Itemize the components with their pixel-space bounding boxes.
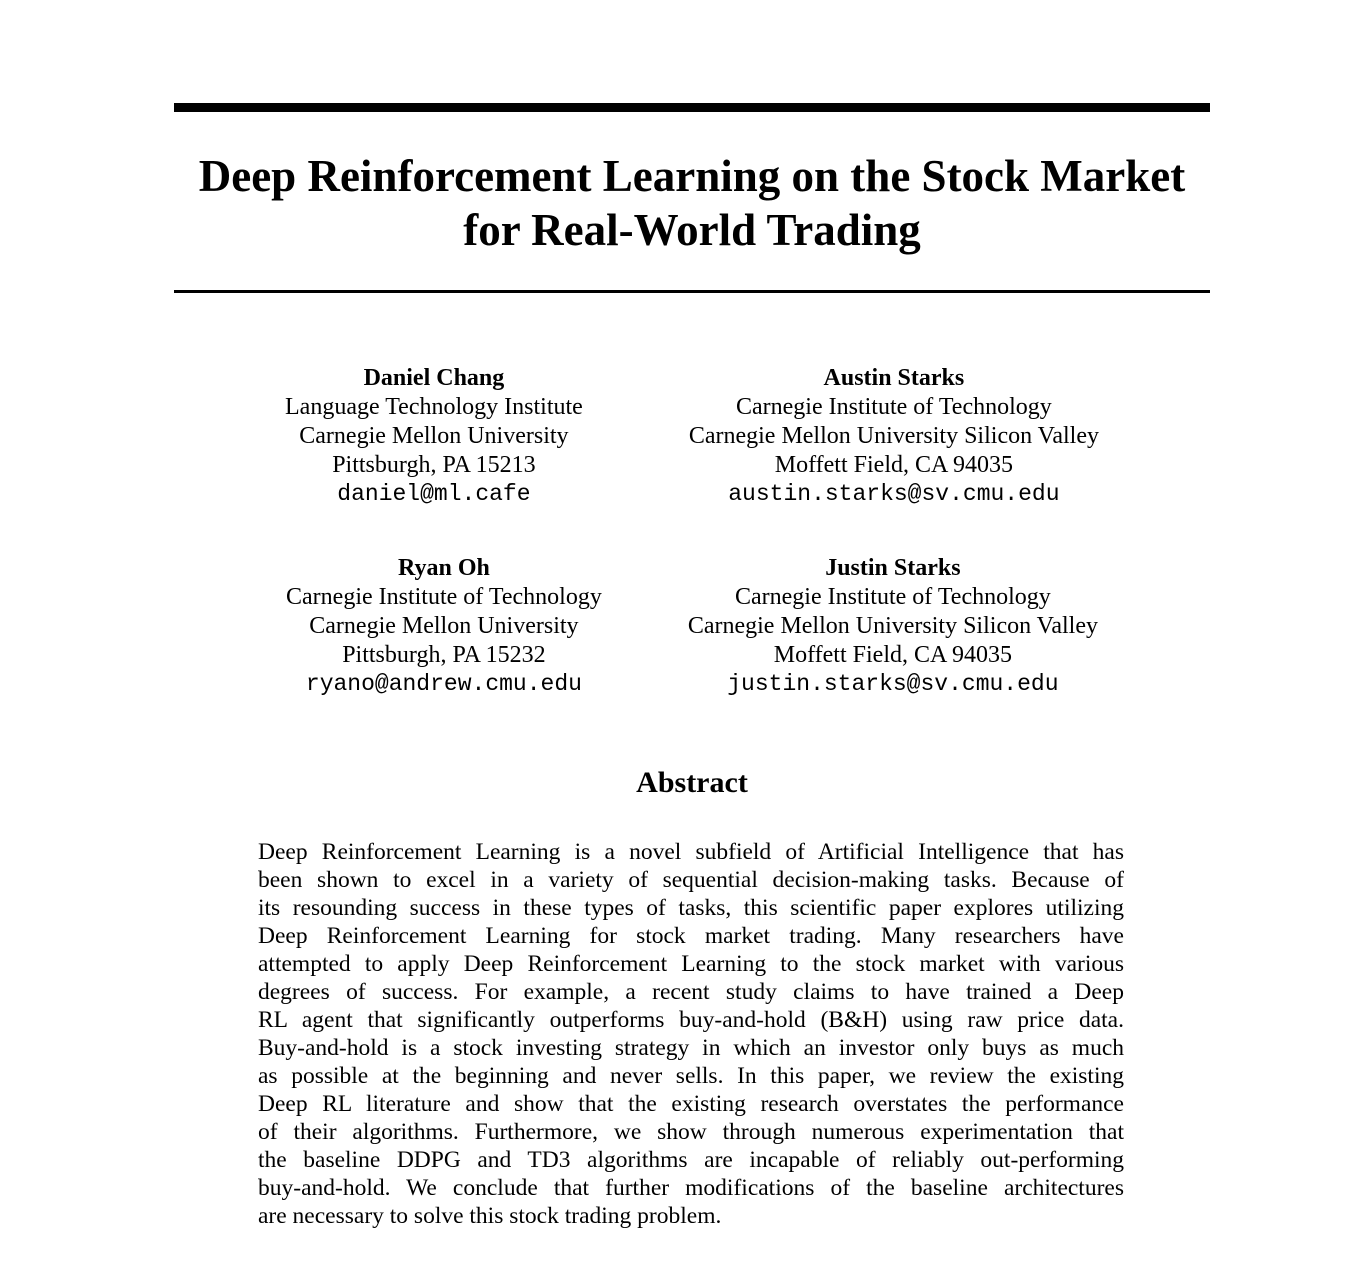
abstract-line: degrees of success. For example, a recent study claims to have trained a Deep — [258, 979, 1124, 1005]
top-thick-rule — [174, 103, 1210, 112]
author-affiliation-line: Carnegie Mellon University — [309, 613, 579, 639]
abstract-line: are necessary to solve this stock trading problem. — [258, 1203, 722, 1229]
paper-title-line1: Deep Reinforcement Learning on the Stock Market — [198, 151, 1186, 201]
author-name: Daniel Chang — [363, 365, 505, 391]
abstract-line: buy-and-hold. We conclude that further modifications of the baseline architectures — [258, 1175, 1124, 1201]
author-affiliation-line: Carnegie Mellon University Silicon Valley — [688, 423, 1099, 449]
abstract-line: Buy-and-hold is a stock investing strategy in which an investor only buys as much — [258, 1035, 1124, 1061]
author-block-austin-starks — [689, 364, 1099, 509]
abstract-line: as possible at the beginning and never sells. In this paper, we review the existing — [258, 1063, 1124, 1089]
author-affiliation-line: Carnegie Institute of Technology — [286, 584, 602, 610]
author-affiliation-line: Pittsburgh, PA 15213 — [332, 452, 536, 478]
author-affiliation-line: Carnegie Institute of Technology — [735, 394, 1052, 420]
abstract-body — [258, 838, 1124, 1230]
author-block-ryan-oh — [286, 554, 602, 699]
author-email: austin.starks@sv.cmu.edu — [728, 481, 1060, 507]
author-block-daniel-chang — [285, 364, 583, 509]
paper-title — [174, 149, 1210, 257]
abstract-line: been shown to excel in a variety of sequential decision-making tasks. Because of — [258, 867, 1124, 893]
abstract-line: Deep RL literature and show that the existing research overstates the performance — [258, 1091, 1124, 1117]
author-affiliation-line: Carnegie Institute of Technology — [734, 584, 1051, 610]
author-affiliation-line: Moffett Field, CA 94035 — [773, 642, 1012, 668]
author-email: daniel@ml.cafe — [337, 481, 531, 507]
abstract-line: of their algorithms. Furthermore, we show through numerous experimentation that — [258, 1119, 1124, 1145]
author-name: Austin Starks — [823, 365, 965, 391]
author-name: Ryan Oh — [397, 555, 490, 581]
author-email: ryano@andrew.cmu.edu — [305, 671, 582, 697]
authors-row-1 — [174, 364, 1210, 509]
author-name: Justin Starks — [825, 555, 961, 581]
authors-row-2 — [174, 554, 1210, 699]
abstract-line: its resounding success in these types of tasks, this scientific paper explores utilizing — [258, 895, 1124, 921]
author-affiliation-line: Carnegie Mellon University Silicon Valley — [687, 613, 1098, 639]
paper-title-line2: for Real-World Trading — [463, 205, 921, 255]
author-affiliation-line: Pittsburgh, PA 15232 — [342, 642, 546, 668]
title-separator-rule — [174, 290, 1210, 293]
abstract-line: the baseline DDPG and TD3 algorithms are incapable of reliably out-performing — [258, 1147, 1124, 1173]
abstract-line: RL agent that significantly outperforms buy-and-hold (B&H) using raw price data. — [258, 1007, 1124, 1033]
abstract-line: Deep Reinforcement Learning is a novel subfield of Artificial Intelligence that has — [258, 839, 1124, 865]
abstract-heading: Abstract — [636, 766, 748, 799]
abstract-line: Deep Reinforcement Learning for stock market trading. Many researchers have — [258, 923, 1124, 949]
author-affiliation-line: Carnegie Mellon University — [299, 423, 569, 449]
abstract-line: attempted to apply Deep Reinforcement Learning to the stock market with various — [258, 951, 1124, 977]
author-affiliation-line: Language Technology Institute — [285, 394, 583, 420]
author-affiliation-line: Moffett Field, CA 94035 — [774, 452, 1013, 478]
author-block-justin-starks — [688, 554, 1098, 699]
author-email: justin.starks@sv.cmu.edu — [727, 671, 1059, 697]
